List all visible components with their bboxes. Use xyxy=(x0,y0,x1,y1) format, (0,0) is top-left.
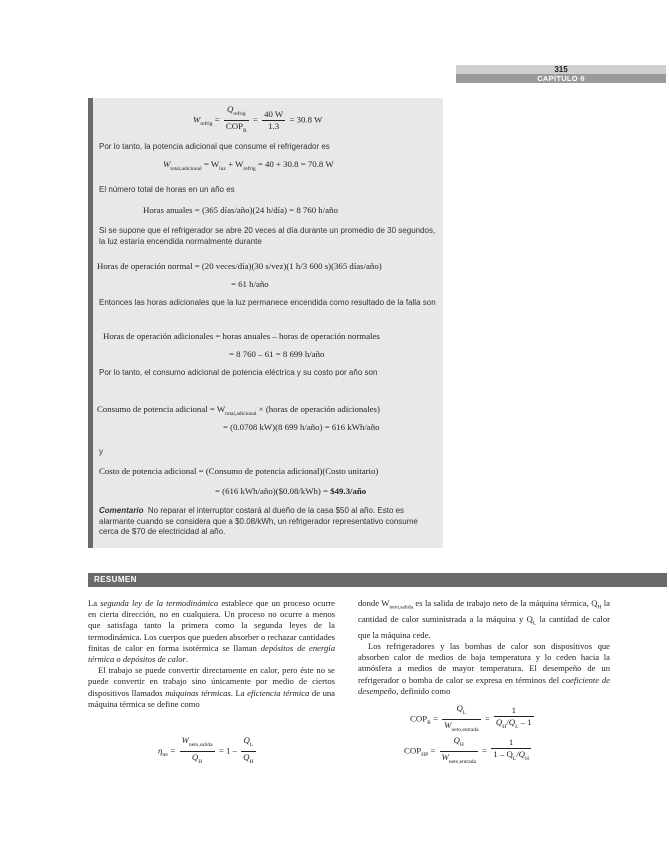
equation-refrig-power: $W_{refrig}$ = $\frac{Q_{refrig}}{COP_R}$ = $\frac{40 W}{1.3}$ = 30.8 W xyxy=(193,104,323,134)
equation-extra-cost: Costo de potencia adicional = (Consumo de potencia adicional)(Costo unitario) xyxy=(99,466,379,476)
paragraph: Por lo tanto, el consumo adicional de potencia eléctrica y su costo por año son xyxy=(99,368,378,377)
comment-label: Comentario xyxy=(99,506,144,515)
paragraph: El número total de horas en un año es xyxy=(99,185,235,194)
equation-cop-heat-pump: $COP_{HP}$ = $\frac{Q_H}{W_{neto,entrada}}$ = $\frac{1}{1 - Q_L/Q_H}$ xyxy=(404,735,529,765)
equation-total-power: $W_{total,adicional} = W_{luz} + W_{refrig} = 40 + 30.8 = 70.8$ W xyxy=(163,159,334,172)
equation-extra-hours-result: = 8 760 – 61 = 8 699 h/año xyxy=(229,349,325,359)
equation-extra-cost-result: = (616 kWh/año)($0.08/kWh) = $49.3/año xyxy=(215,486,367,496)
equation-extra-hours: Horas de operación adicionales = horas anuales – horas de operación normales xyxy=(103,331,380,341)
comment-paragraph: Comentario No reparar el interruptor costará al dueño de la casa $50 al año. Esto es alarmante cuando se considera que a $0.08/kWh, un refrigerador representativo consume cerca de $70 de electricidad al año. xyxy=(99,506,418,536)
page-header xyxy=(456,65,666,83)
section-title-resumen: RESUMEN xyxy=(88,573,667,587)
equation-annual-hours: Horas anuales = (365 días/año)(24 h/día) = 8 760 h/año xyxy=(143,205,338,215)
equation-cop-refrigerator: $COP_R$ = $\frac{Q_L}{W_{neto,entrada}}$ = $\frac{1}{Q_H/Q_L - 1}$ xyxy=(410,703,532,733)
equation-normal-hours-result: = 61 h/año xyxy=(231,279,269,289)
equation-thermal-efficiency: $\eta_{ter}$ = $\frac{W_{neto,salida}}{Q_H}$ = 1 – $\frac{Q_L}{Q_H}$ xyxy=(158,735,254,765)
equation-normal-hours: Horas de operación normal = (20 veces/día)(30 s/vez)(1 h/3 600 s)(365 días/año) xyxy=(97,261,382,271)
summary-left-column: La segunda ley de la termodinámica establece que un proceso ocurre en cierta dirección, no en cualquiera. Un proceso no ocurre a menos que satisfaga tanto la primera como la segunda leyes de la termodinámica. Los cuerpos que pueden absorber o rechazar cantidades finitas de calor en forma isotérmica se llaman depósitos de energía térmica o depósitos de calor. El trabajo se puede convertir directamente en calor, pero éste no se puede convertir en trabajo sino únicamente por medio de ciertos dispositivos llamados máquinas térmicas. La eficiencia térmica de una máquina térmica se define como xyxy=(88,598,335,709)
equation-extra-consumption: Consumo de potencia adicional = $W_{total,adicional}$ × (horas de operación adicionales) xyxy=(97,404,380,417)
page-number: 315 xyxy=(456,65,666,74)
paragraph: y xyxy=(99,447,103,456)
summary-right-column: donde $W_{neto,salida}$ es la salida de trabajo neto de la máquina térmica, $Q_H$ la cantidad de calor suministrada a la máquina y $Q_L$ la cantidad de calor que la máquina cede. Los refrigeradores y las bombas de calor son dispositivos que absorben calor de medios de baja temperatura y lo ceden hacia la atmósfera a medios de mayor temperatura. El desempeño de un refrigerador o bomba de calor se expresa en términos del coeficiente de desempeño, definido como xyxy=(358,598,610,696)
chapter-label: CAPÍTULO 6 xyxy=(456,74,666,83)
paragraph: Por lo tanto, la potencia adicional que consume el refrigerador es xyxy=(99,142,330,151)
paragraph: Si se supone que el refrigerador se abre 20 veces al día durante un promedio de 30 segundos, la luz estaría encendida normalmente durante xyxy=(99,226,436,246)
paragraph: Entonces las horas adicionales que la luz permanece encendida como resultado de la falla son xyxy=(99,298,436,307)
example-box xyxy=(88,98,443,548)
equation-extra-consumption-result: = (0.0708 kW)(8 699 h/año) = 616 kWh/año xyxy=(223,422,380,432)
